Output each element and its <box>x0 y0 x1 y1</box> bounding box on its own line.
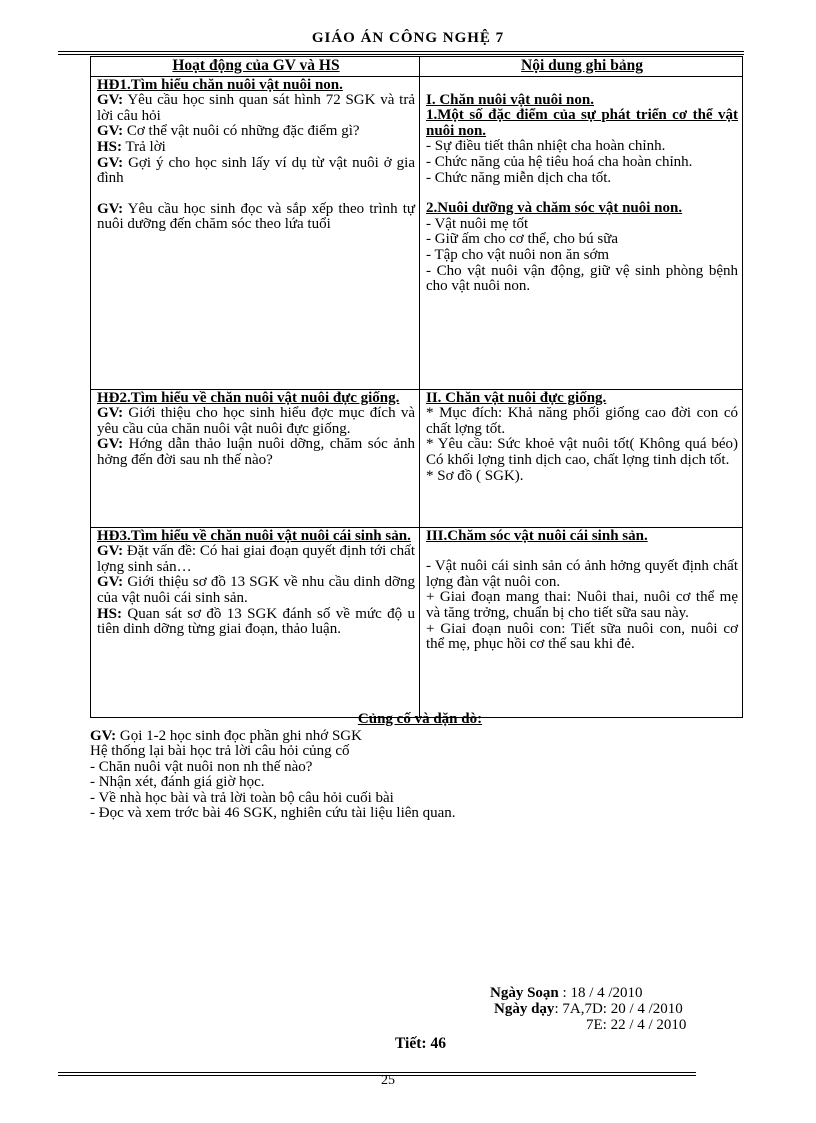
section-heading: I. Chăn nuôi vật nuôi non. <box>426 91 594 108</box>
content-line <box>97 93 415 124</box>
lesson-table <box>90 56 743 718</box>
summary-gv-label: GV: <box>90 727 117 744</box>
date-soan <box>490 986 643 1002</box>
speaker-label: GV: <box>97 154 124 171</box>
line-text: - Sự điều tiết thân nhiệt cha hoàn chỉnh. <box>426 138 666 155</box>
date-day-label: Ngày dạy <box>494 1001 555 1017</box>
line-text: Trả lời <box>122 138 166 155</box>
line-text: * Sơ đồ ( SGK). <box>426 467 524 484</box>
line-text: Gợi ý cho học sinh lấy ví dụ từ vật nuôi ở gia đình <box>97 154 415 187</box>
summary-line: - Đọc và xem trớc bài 46 SGK, nghiên cứu tài liệu liên quan. <box>90 805 456 821</box>
content-line <box>426 559 738 590</box>
content-line <box>426 590 738 621</box>
speaker-label: GV: <box>97 92 124 109</box>
line-text: Đặt vấn đề: Có hai giai đoạn quyết định tới chất lợng sinh sản… <box>97 543 415 575</box>
line-text: - Giữ ấm cho cơ thể, cho bú sữa <box>426 231 619 248</box>
line-text: - Chức năng miễn dịch cha tốt. <box>426 169 612 186</box>
content-line <box>426 155 738 171</box>
summary-line: Hệ thống lại bài học trả lời câu hỏi củng cố <box>90 743 350 759</box>
content-line <box>97 575 415 606</box>
speaker-label: HS: <box>97 138 123 155</box>
content-line <box>426 264 738 295</box>
speaker-label: GV: <box>97 543 124 560</box>
content-line <box>97 202 415 233</box>
line-text: Hớng dẫn thảo luận nuôi dỡng, chăm sóc ảnh hởng đến đời sau nh thế nào? <box>97 436 415 468</box>
header-rule <box>58 51 744 52</box>
row3-activities <box>91 527 420 717</box>
speaker-label: GV: <box>97 200 124 217</box>
line-text: Giới thiệu sơ đồ 13 SGK về nhu cầu dinh dỡng của vật nuôi cái sinh sản. <box>97 574 415 606</box>
content-line <box>97 437 415 468</box>
line-text: * Mục đích: Khả năng phối giống cao đời con có chất lợng tốt. <box>426 405 738 437</box>
content-line <box>426 232 738 248</box>
row1-content <box>420 76 743 389</box>
date-day-2: 7E: 22 / 4 / 2010 <box>586 1017 687 1033</box>
content-line <box>97 156 415 187</box>
section-heading: HĐ2.Tìm hiểu về chăn nuôi vật nuôi đực giống. <box>97 389 400 406</box>
line-text: + Giai đoạn mang thai: Nuôi thai, nuôi cơ thể mẹ và tăng trởng, chuẩn bị cho tiết sữa sau này. <box>426 589 738 621</box>
content-line <box>97 140 415 156</box>
content-line <box>426 406 738 437</box>
page-number: 25 <box>381 1073 395 1088</box>
spacer <box>97 187 415 202</box>
col-header-activities: Hoạt động của GV và HS <box>91 57 420 77</box>
date-day <box>494 1002 683 1018</box>
summary-line: - Về nhà học bài và trả lời toàn bộ câu hỏi cuối bài <box>90 789 394 806</box>
summary-first-line <box>90 729 750 745</box>
content-line <box>97 607 415 638</box>
section-heading: 2.Nuôi dưỡng và chăm sóc vật nuôi non. <box>426 200 683 217</box>
line-text: - Vật nuôi cái sinh sản có ảnh hởng quyết định chất lợng đàn vật nuôi con. <box>426 558 738 590</box>
line-text: Giới thiệu cho học sinh hiểu đợc mục đích và yêu cầu của chăn nuôi vật nuôi đực giống. <box>97 405 415 437</box>
content-line <box>97 124 415 140</box>
content-line <box>426 248 738 264</box>
line-text: * Yêu cầu: Sức khoẻ vật nuôi tốt( Không quá béo) Có khối lợng tinh dịch cao, chất lợng tinh dịch tốt. <box>426 436 738 468</box>
speaker-label: GV: <box>97 574 124 591</box>
section-heading: 1.Một số đặc điểm của sự phát triển cơ thể vật nuôi non. <box>426 107 738 139</box>
speaker-label: GV: <box>97 405 124 422</box>
line-text: - Cho vật nuôi vận động, giữ vệ sinh phòng bệnh cho vật nuôi non. <box>426 262 738 295</box>
summary-section <box>90 712 750 822</box>
line-text: + Giai đoạn nuôi con: Tiết sữa nuôi con, nuôi cơ thể mẹ, phục hồi cơ thể sau khi đẻ. <box>426 620 738 653</box>
speaker-label: GV: <box>97 436 124 453</box>
speaker-label: GV: <box>97 123 124 140</box>
summary-line: - Nhận xét, đánh giá giờ học. <box>90 774 265 790</box>
line-text: - Tập cho vật nuôi non ăn sớm <box>426 246 610 263</box>
line-text: - Vật nuôi mẹ tốt <box>426 215 529 232</box>
summary-title: Củng cố và dặn dò: <box>357 711 483 727</box>
line-text: Yêu cầu học sinh đọc và sắp xếp theo trình tự nuôi dưỡng đến chăm sóc theo lứa tuổi <box>97 200 415 233</box>
spacer <box>426 186 738 201</box>
line-text: Yêu cầu học sinh quan sát hình 72 SGK và trả lời câu hỏi <box>97 92 415 124</box>
content-line <box>426 437 738 468</box>
content-line <box>426 139 738 155</box>
row3-content <box>420 527 743 717</box>
header-rule-2 <box>58 54 744 55</box>
date-day-value: : 7A,7D: 20 / 4 /2010 <box>554 1001 683 1017</box>
date-soan-value: : 18 / 4 /2010 <box>558 985 643 1001</box>
summary-first-text: Gọi 1-2 học sinh đọc phần ghi nhớ SGK <box>116 727 362 744</box>
col-header-content: Nội dung ghi bảng <box>420 57 743 77</box>
content-line <box>426 469 738 485</box>
content-line <box>426 217 738 233</box>
date-soan-label: Ngày Soạn <box>490 985 559 1001</box>
section-heading: HĐ1.Tìm hiểu chăn nuôi vật nuôi non. <box>97 76 343 93</box>
content-line <box>426 171 738 187</box>
row1-activities <box>91 76 420 389</box>
content-line <box>97 406 415 437</box>
row2-activities <box>91 389 420 527</box>
content-line <box>426 622 738 653</box>
line-text: Cơ thể vật nuôi có những đặc điểm gì? <box>123 123 360 140</box>
page-header-title: GIÁO ÁN CÔNG NGHỆ 7 <box>311 30 505 46</box>
section-heading: III.Chăm sóc vật nuôi cái sinh sản. <box>426 527 648 544</box>
section-heading: HĐ3.Tìm hiểu về chăn nuôi vật nuôi cái sinh sản. <box>97 527 411 544</box>
line-text: Quan sát sơ đồ 13 SGK đánh số về mức độ u tiên dinh dỡng từng giai đoạn, thảo luận. <box>97 605 415 638</box>
speaker-label: HS: <box>97 605 123 622</box>
row2-content <box>420 389 743 527</box>
section-heading: II. Chăn vật nuôi đực giống. <box>426 389 607 406</box>
spacer <box>426 78 738 93</box>
summary-line: - Chăn nuôi vật nuôi non nh thế nào? <box>90 758 313 775</box>
spacer <box>426 544 738 559</box>
content-line <box>97 544 415 575</box>
line-text: - Chức năng của hệ tiêu hoá cha hoàn chỉnh. <box>426 153 693 170</box>
lesson-number: Tiết: 46 <box>395 1035 446 1052</box>
